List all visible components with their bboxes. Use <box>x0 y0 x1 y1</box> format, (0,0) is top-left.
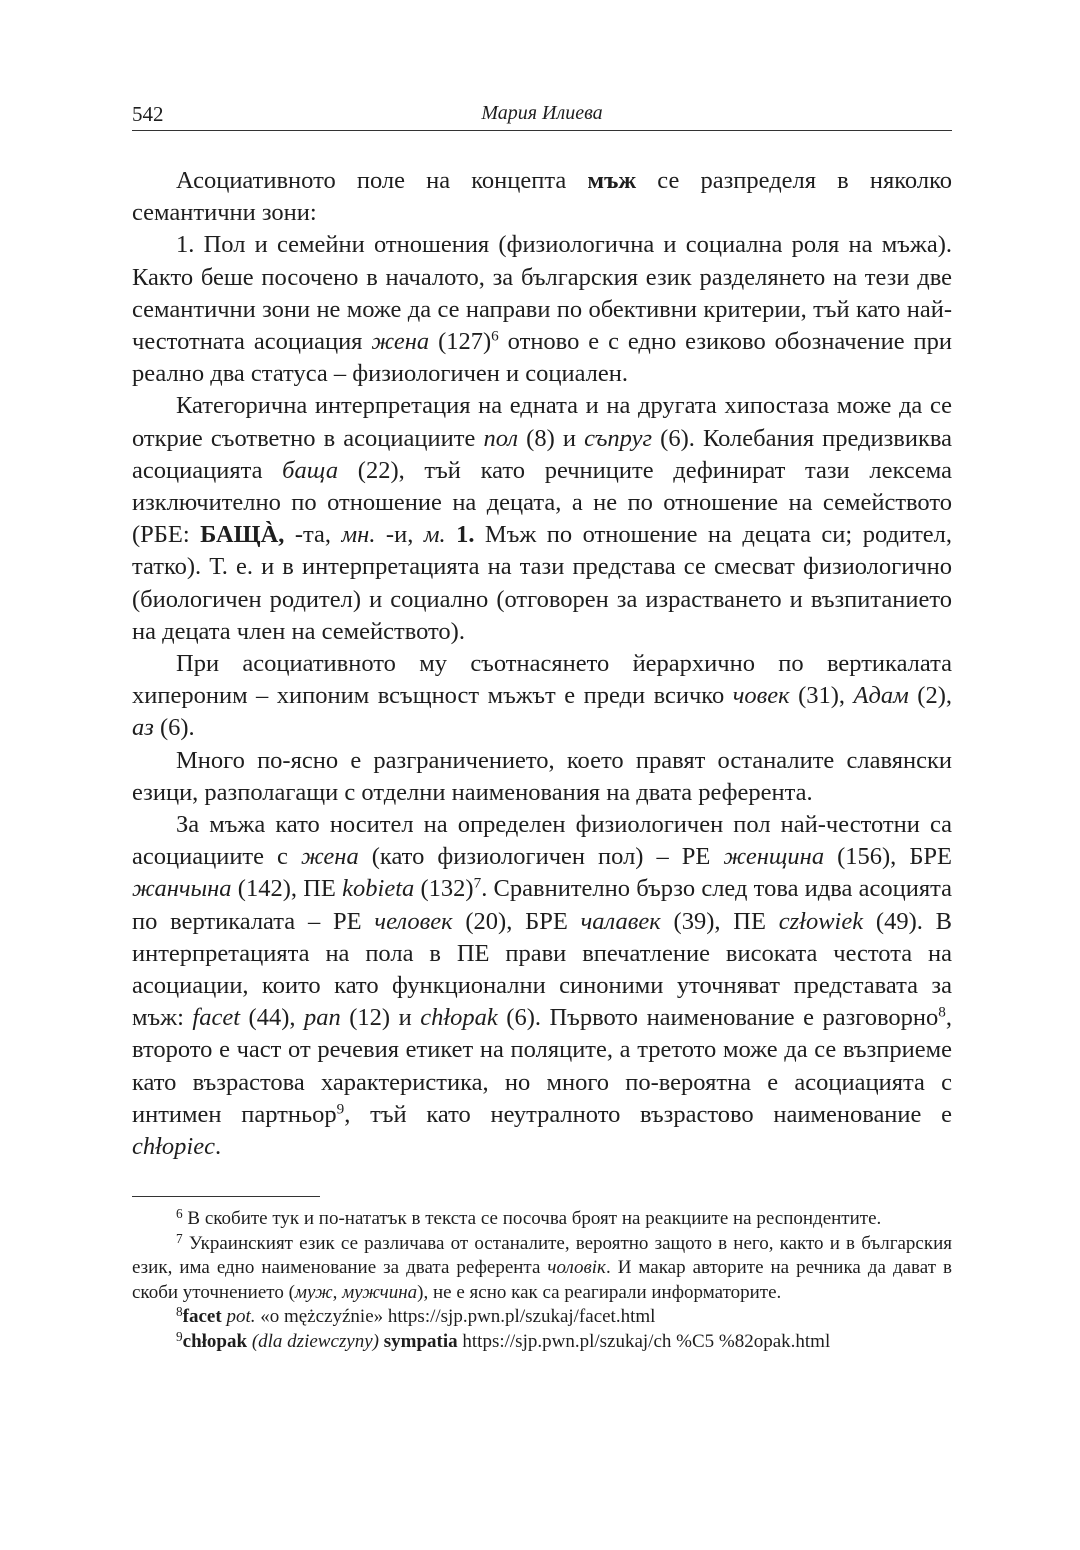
paragraph-2: 1. Пол и семейни отношения (физиологична и социална роля на мъжа). Както беше посочено в началото, за българския език разделянето на тези две семантични зони не може да се направи по обективни критерии, тъй като най-честотната асоциация жена $(127)^6$ отново е с едно езиково обозначение при реално два статуса – физиологичен и социален. <box>132 231 952 388</box>
page-number: 542 <box>132 102 164 126</box>
footnotes <box>132 1207 952 1355</box>
footnote-7: $^7$ Украинският език се различава от останалите, вероятно защото в него, както и в българския език, има едно наименование за двата референта чоловiк. И макар авторите на речника да дават в скоби уточнението (муж, мужчина), не е ясно как са реагирали информаторите. <box>132 1230 952 1303</box>
paragraph-5: Много по-ясно е разграничението, което правят останалите славянски езици, разполагащи с отделни наименования на двата референта. <box>132 746 952 806</box>
paragraph-4: При асоциативното му съотнасянето йерархично по вертикалата хипероним – хипоним всъщност мъжът е преди всичко човек (31), Адам (2), аз (6). <box>132 650 952 742</box>
paragraph-6: За мъжа като носител на определен физиологичен пол най-честотни са асоциациите с жена (като физиологичен пол) – РЕ женщина (156), БРЕ жанчына (142), ПЕ kobieta $(132)^7$. Сравнително бързо след това идва асоцията по вертикалата – РЕ человек (20), БРЕ чалавек (39), ПЕ człowiek (49). В интерпретацията на пола в ПЕ прави впечатление високата честота на асоциации, които като функционални синоними уточняват представата за мъж: facet (44), pan (12) и chłopak (6). Първото наименование е разговорно$^8$, второто е част от речевия етикет на поляците, а третото може да се възприеме като възрастова характеристика, но много по-вероятна е асоциацията с интимен партньор$^9$, тъй като неутралното възрастово наименование е chłopiec. <box>132 811 953 1161</box>
footnote-8-link[interactable]: «o mężczyźnie» https://sjp.pwn.pl/szukaj/facet.html <box>255 1306 656 1328</box>
footnote-ref-7[interactable]: 7 <box>473 875 482 893</box>
footnote-ref-9[interactable]: 9 <box>336 1100 345 1118</box>
footnote-8: $^8$facet pot. «o mężczyźnie» https://sjp.pwn.pl/szukaj/facet.html <box>176 1304 656 1328</box>
footnote-9-link[interactable]: https://sjp.pwn.pl/szukaj/ch %C5 %82opak.html <box>457 1330 831 1352</box>
running-head-author: Мария Илиева <box>481 102 603 124</box>
footnote-6: $^6$ В скобите тук и по-нататък в текста се посочва броят на реакциите на респондентите. <box>176 1206 882 1229</box>
body-text <box>132 165 952 1163</box>
paragraph-3: Категорична интерпретация на едната и на другата хипостаза може да се открие съответно в асоциациите пол (8) и съпруг (6). Колебания предизвиква асоциацията баща (22), тъй като речниците дефинират тази лексема изключително по отношение на децата, а не по отношение на семейството (РБЕ: БАЩÀ, -та, мн. -и, м. 1. Мъж по отношение на децата си; родител, татко). Т. е. и в интерпретацията на тази представа се смесват физиологично (биологичен родител) и социално (отговорен за израстването и възпитанието на децата член на семейството). <box>132 392 952 645</box>
paragraph-1: Асоциативното поле на концепта мъж се разпределя в няколко семантични зони: <box>132 167 952 227</box>
footnote-9: $^9$chłopak (dla dziewczyny) sympatia https://sjp.pwn.pl/szukaj/ch %C5 %82opak.html <box>176 1328 831 1352</box>
footnote-ref-8[interactable]: 8 <box>938 1003 946 1021</box>
page-header <box>132 100 952 131</box>
footnote-ref-6[interactable]: 6 <box>491 327 499 345</box>
footnote-divider <box>132 1196 320 1197</box>
